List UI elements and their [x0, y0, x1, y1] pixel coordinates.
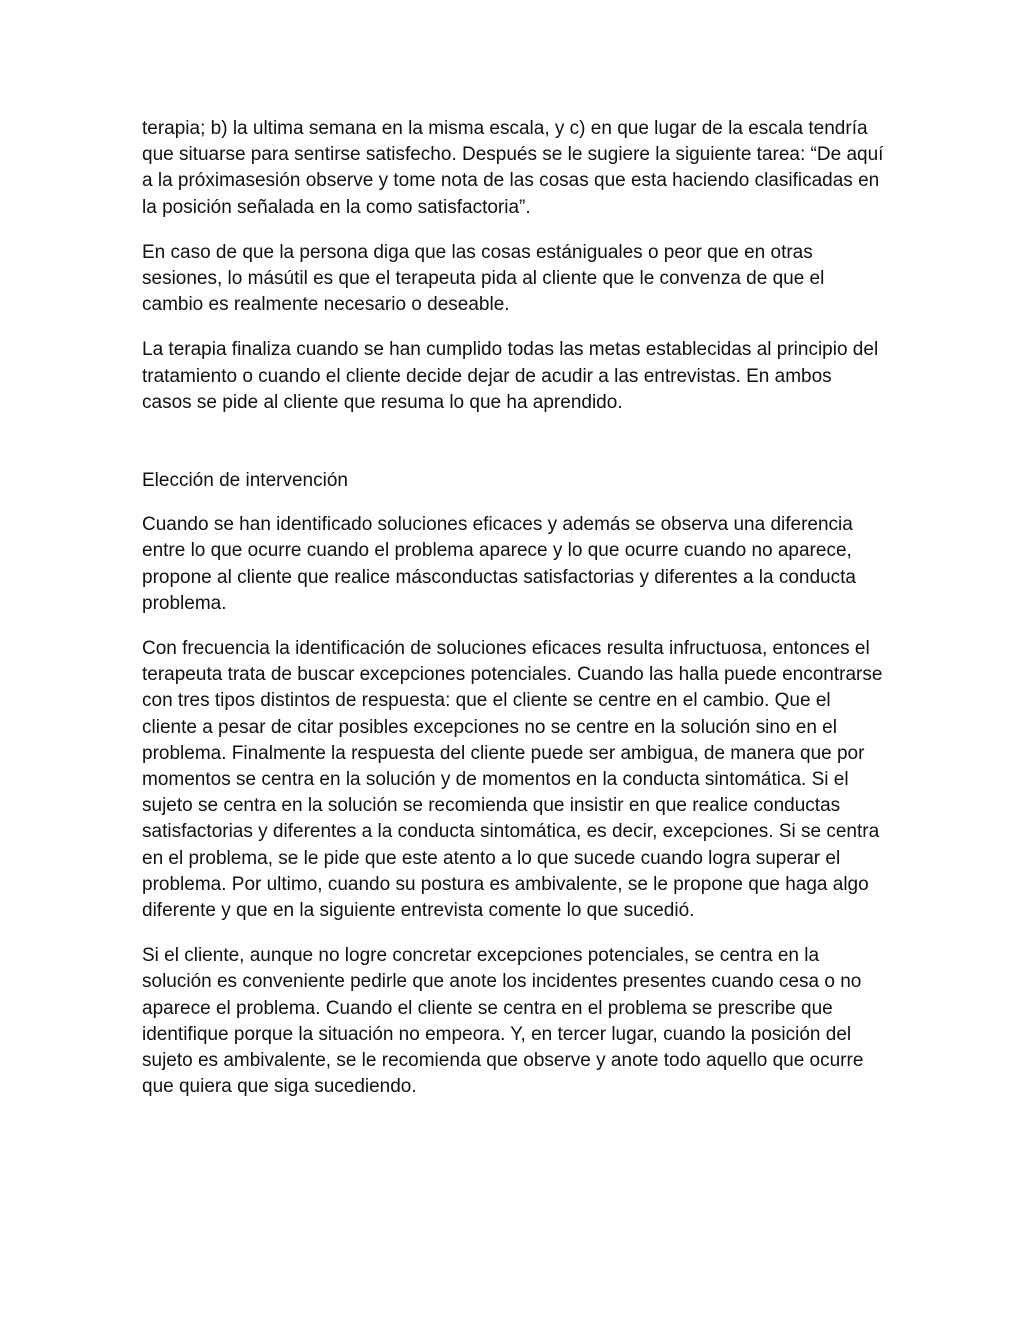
paragraph-scale-task: terapia; b) la ultima semana en la misma escala, y c) en que lugar de la escala tendría que situarse para sentirse satisfecho. Después se le sugiere la siguiente tarea: “De aquí a la próximasesión observe y tome nota de las cosas que esta haciendo clasificadas en la posición señalada en la como satisfactoria”. — [142, 118, 884, 218]
document-page — [142, 116, 884, 1120]
paragraph-client-focus: Si el cliente, aunque no logre concretar excepciones potenciales, se centra en la solución es conveniente pedirle que anote los incidentes presentes cuando cesa o no aparece el problema. Cuando el cliente se centra en el problema se prescribe que identifique porque la situación no empeora. Y, en tercer lugar, cuando la posición del sujeto es ambivalente, se le recomienda que observe y anote todo aquello que ocurre que quiera que siga sucediendo. — [142, 945, 864, 1098]
paragraph-potential-exceptions: Con frecuencia la identificación de soluciones eficaces resulta infructuosa, entonces el terapeuta trata de buscar excepciones potenciales. Cuando las halla puede encontrarse con tres tipos distintos de respuesta: que el cliente se centre en el cambio. Que el cliente a pesar de citar posibles excepciones no se centre en la solución sino en el problema. Finalmente la respuesta del cliente puede ser ambigua, de manera que por momentos se centra en la solución y de momentos en la conducta sintomática. Si el sujeto se centra en la solución se recomienda que insistir en que realice conductas satisfactorias y diferentes a la conducta sintomática, es decir, excepciones. Si se centra en el problema, se le pide que este atento a lo que sucede cuando logra superar el problema. Por ultimo, cuando su postura es ambivalente, se le propone que haga algo diferente y que en la siguiente entrevista comente lo que sucedió. — [142, 638, 883, 922]
section-heading: Elección de intervención — [142, 470, 348, 492]
paragraph-therapy-ends: La terapia finaliza cuando se han cumplido todas las metas establecidas al principio del tratamiento o cuando el cliente decide dejar de acudir a las entrevistas. En ambos casos se pide al cliente que resuma lo que ha aprendido. — [142, 339, 879, 413]
paragraph-no-change: En caso de que la persona diga que las cosas estániguales o peor que en otras sesiones, lo másútil es que el terapeuta pida al cliente que le convenza de que el cambio es realmente necesario o deseable. — [142, 241, 825, 316]
section-spacer — [142, 435, 884, 468]
paragraph-effective-solutions: Cuando se han identificado soluciones eficaces y además se observa una diferencia entre lo que ocurre cuando el problema aparece y lo que ocurre cuando no aparece, propone al cliente que realice másconductas satisfactorias y diferentes a la conducta problema. — [142, 514, 856, 614]
